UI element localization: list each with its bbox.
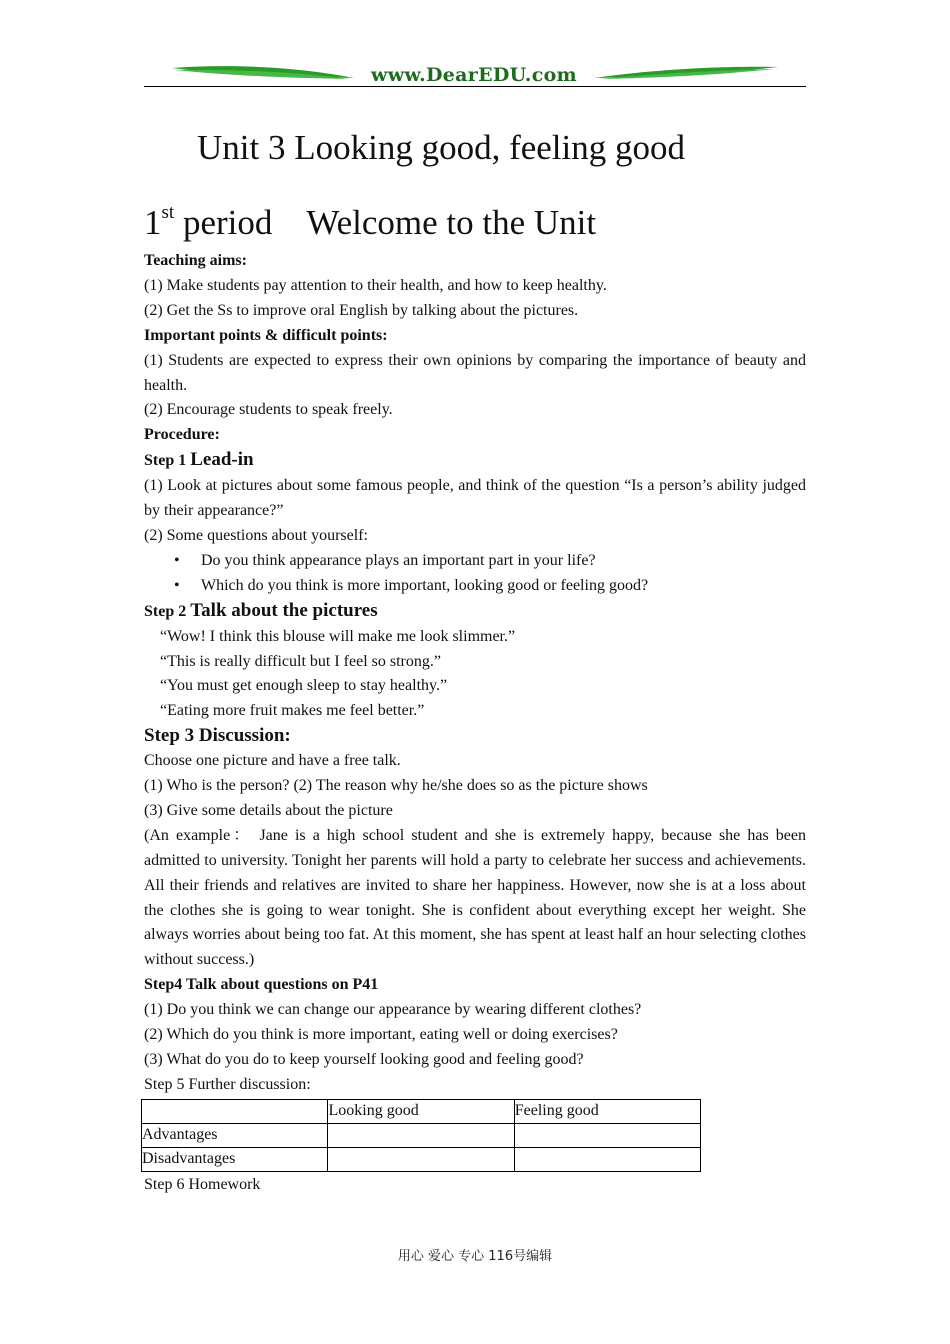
teaching-aims-heading: Teaching aims: [144,252,247,269]
step2-title: Talk about the pictures [190,599,378,621]
bullet-item [144,574,806,599]
step1-item: (2) Some questions about yourself: [144,526,368,544]
step3-example: (An example： Jane is a high school student and she is extremely happy, because she has been admitted to university. Tonight her parents will hold a party to celebrate her success and achievements. All their friends and relatives are invited to share her happiness. However, now she is at a loss about the clothes she is going to wear tonight. She is confident about everything except her weight. She always worries about being too fat. At this moment, she has spent at least half an hour selecting clothes without success.) [144,826,807,969]
discussion-table [141,1099,701,1172]
step2-prefix: Step 2 [144,602,187,620]
bullet-text: Which do you think is more important, looking good or feeling good? [201,576,649,594]
important-point-item: (2) Encourage students to speak freely. [144,401,393,419]
header-rule [144,86,806,87]
bullet-item [144,549,806,574]
teaching-aim-item: (1) Make students pay attention to their health, and how to keep healthy. [144,276,607,294]
step3-line: Choose one picture and have a free talk. [144,752,401,770]
site-logo-text: www.DearEDU.com [371,64,577,86]
period-name: Welcome to the Unit [306,203,597,242]
table-cell [514,1123,700,1147]
table-cell [142,1099,328,1123]
important-points-heading: Important points & difficult points: [144,326,388,344]
step3-line: (3) Give some details about the picture [144,801,393,819]
table-cell: Disadvantages [142,1147,328,1171]
lesson-body [144,249,806,1198]
step1-title: Lead-in [190,449,254,471]
step5-heading: Step 5 Further discussion: [144,1075,311,1093]
step2-quote: “Wow! I think this blouse will make me look slimmer.” [160,627,516,645]
period-heading [144,202,596,243]
table-cell: Advantages [142,1123,328,1147]
page-footer: 用心 爱心 专心 116号编辑 [397,1249,553,1264]
table-cell: Feeling good [514,1099,700,1123]
period-word: period [182,203,273,242]
step4-item: (3) What do you do to keep yourself looking good and feeling good? [144,1051,584,1068]
table-row [142,1123,701,1147]
teaching-aim-item: (2) Get the Ss to improve oral English by talking about the pictures. [144,301,579,319]
step3-line: (1) Who is the person? (2) The reason why he/she does so as the picture shows [144,777,648,795]
table-row [142,1147,701,1171]
table-cell [514,1147,700,1171]
period-ordinal: st [161,202,175,223]
step2-quote: “Eating more fruit makes me feel better.” [160,702,425,720]
step2-quote: “This is really difficult but I feel so strong.” [160,652,441,670]
procedure-heading: Procedure: [144,426,220,444]
step4-item: (2) Which do you think is more important, eating well or doing exercises? [144,1026,618,1044]
step2-quote: “You must get enough sleep to stay healthy.” [160,677,448,695]
important-point-item: (1) Students are expected to express their own opinions by comparing the importance of beauty and health. [144,351,806,394]
table-header-row [142,1099,701,1123]
step4-heading: Step4 Talk about questions on P41 [144,976,379,994]
step1-prefix: Step 1 [144,452,187,470]
table-cell: Looking good [328,1099,514,1123]
page-title: Unit 3 Looking good, feeling good [197,128,686,167]
step1-item: (1) Look at pictures about some famous people, and think of the question “Is a person’s ability judged by their appearance?” [144,477,806,520]
table-cell [328,1123,514,1147]
table-cell [328,1147,514,1171]
step2-heading [144,599,806,625]
period-number: 1 [144,203,162,242]
step4-item: (1) Do you think we can change our appearance by wearing different clothes? [144,1001,642,1019]
step3-heading: Step 3 Discussion: [144,725,291,747]
bullet-icon: • [174,551,180,569]
step6-heading: Step 6 Homework [144,1175,261,1193]
step1-heading [144,448,806,474]
bullet-text: Do you think appearance plays an important part in your life? [201,551,596,569]
bullet-icon: • [174,576,180,594]
site-header [144,60,806,90]
